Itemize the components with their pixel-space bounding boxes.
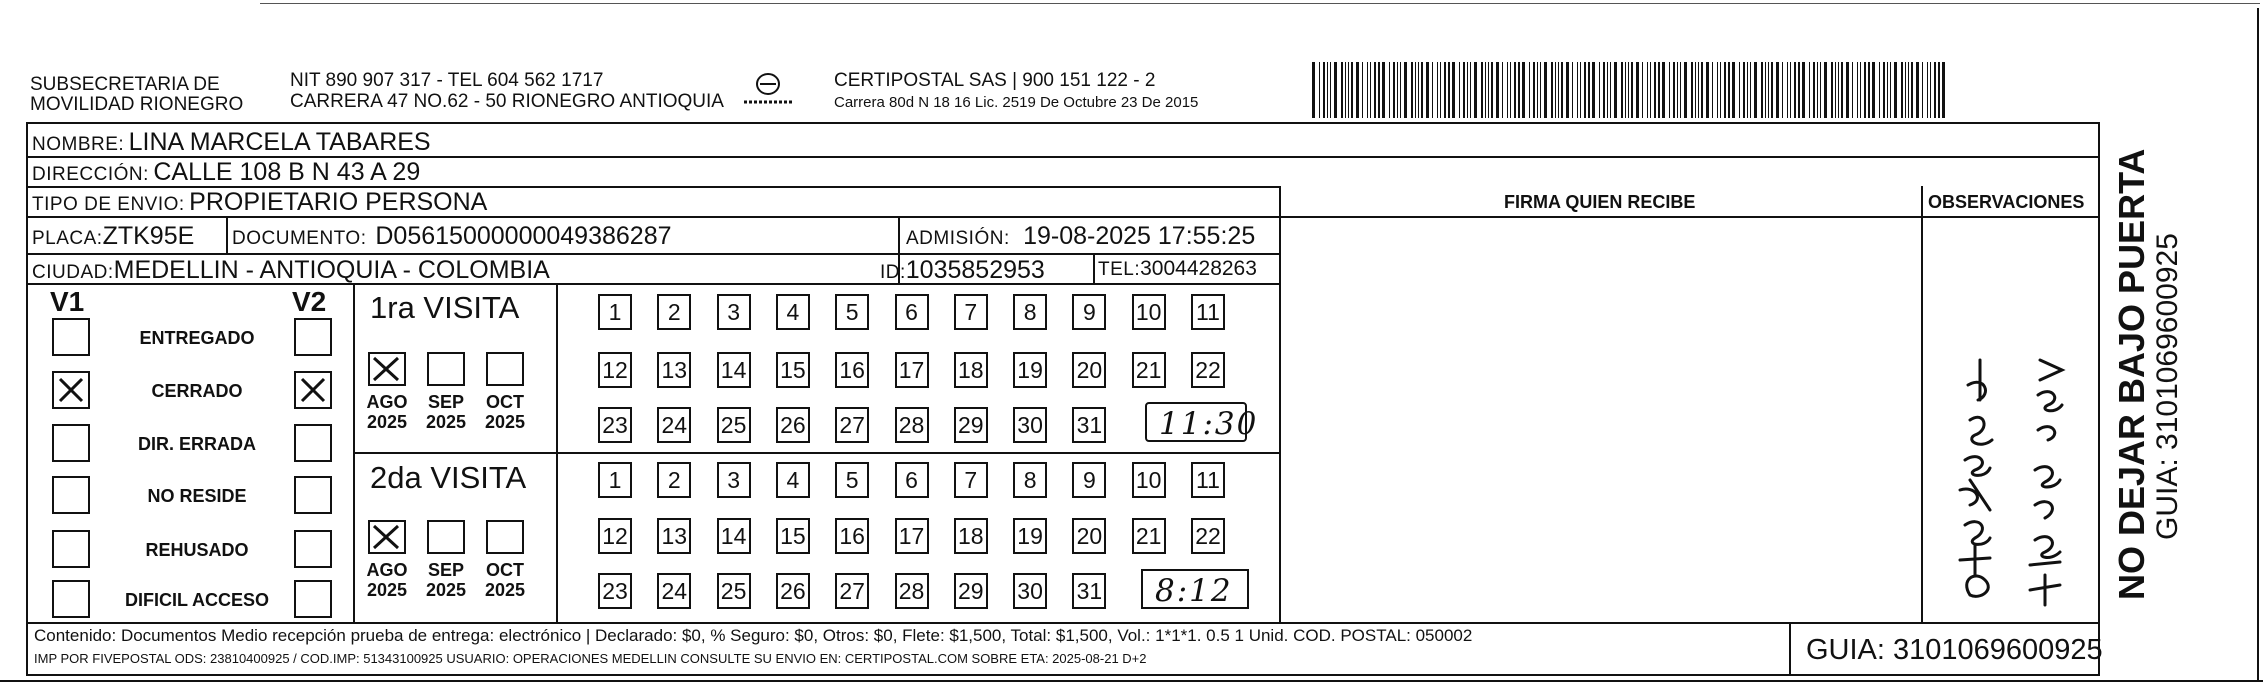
courier-line2: Carrera 80d N 18 16 Lic. 2519 De Octubre 23 De 2015 [834,94,1199,111]
footer-content-line: Contenido: Documentos Medio recepción prueba de entrega: electrónico | Declarado: $0, % Seguro: $0, Otros: $0, Flete: $1,500, Total: $1,500, Vol.: 1*1*1. 0.5 1 Unid. COD. POSTAL: 050002 [34,626,1473,645]
second-visit-day-box[interactable]: 13 [657,518,691,554]
first-visit-day-box[interactable]: 1 [598,294,632,330]
second-visit-day-box[interactable]: 14 [717,518,751,554]
first-visit-month-checkbox[interactable] [368,352,406,386]
second-visit-day-box[interactable]: 28 [895,573,929,609]
v2-checkbox[interactable] [294,424,332,462]
first-visit-day-box[interactable]: 8 [1013,294,1047,330]
v1-checkbox[interactable] [52,476,90,514]
second-visit-day-box[interactable]: 9 [1072,462,1106,498]
first-visit-day-box[interactable]: 16 [835,352,869,388]
second-visit-day-box[interactable]: 2 [657,462,691,498]
status-label: DIR. ERRADA [137,434,256,454]
first-visit-day-box[interactable]: 14 [717,352,751,388]
tipo-envio-label: TIPO DE ENVIO: [32,194,185,215]
second-visit-day-box[interactable]: 8 [1013,462,1047,498]
first-visit-day-box[interactable]: 10 [1132,294,1166,330]
first-visit-time-box [1145,402,1259,442]
first-visit-day-box[interactable]: 4 [776,294,810,330]
side-warning [2112,149,2184,600]
second-visit-day-box[interactable]: 30 [1013,573,1047,609]
nombre-label: NOMBRE: [32,134,125,155]
first-visit-day-box[interactable]: 2 [657,294,691,330]
second-visit-day-box[interactable]: 31 [1072,573,1106,609]
tel-value: 3004428263 [1140,257,1257,280]
admision-value: 19-08-2025 17:55:25 [1023,222,1256,250]
nombre-value: LINA MARCELA TABARES [128,128,431,156]
first-visit-day-box[interactable]: 7 [954,294,988,330]
second-visit-time-box [1141,569,1249,609]
first-visit-month-checkbox[interactable] [486,352,524,386]
first-visit-day-box[interactable]: 6 [895,294,929,330]
second-visit-day-box[interactable]: 1 [598,462,632,498]
second-visit-day-box[interactable]: 27 [835,573,869,609]
first-visit-day-box[interactable]: 25 [717,407,751,443]
second-visit-day-box[interactable]: 17 [895,518,929,554]
second-visit-month-checkbox[interactable] [427,520,465,554]
second-visit-day-box[interactable]: 16 [835,518,869,554]
first-visit-day-box[interactable]: 27 [835,407,869,443]
second-visit-day-box[interactable]: 12 [598,518,632,554]
first-visit-day-box[interactable]: 23 [598,407,632,443]
second-visit-day-box[interactable]: 26 [776,573,810,609]
footer-imp-line: IMP POR FIVEPOSTAL ODS: 23810400925 / COD.IMP: 51343100925 USUARIO: OPERACIONES MEDELLIN CONSULTE SU ENVIO EN: CERTIPOSTAL.COM SOBRE ETA: 2025-08-21 D+2 [34,651,1147,666]
direccion-value: CALLE 108 B N 43 A 29 [153,158,421,186]
status-label: CERRADO [151,381,243,401]
documento-label: DOCUMENTO: [232,228,367,249]
second-visit-day-box[interactable]: 4 [776,462,810,498]
placa-value: ZTK95E [102,222,195,250]
firma-header: FIRMA QUIEN RECIBE [1504,192,1696,212]
documento-value: D05615000000049386287 [375,222,672,250]
v1-checkbox[interactable] [52,318,90,356]
v2-checkbox[interactable] [294,318,332,356]
first-visit-day-box[interactable]: 5 [835,294,869,330]
second-visit-day-box[interactable]: 15 [776,518,810,554]
v2-checkbox[interactable] [294,476,332,514]
address-line: CARRERA 47 NO.62 - 50 RIONEGRO ANTIOQUIA [290,91,724,112]
first-visit-day-box[interactable]: 9 [1072,294,1106,330]
id-value: 1035852953 [905,256,1045,284]
second-visit-day-box[interactable]: 22 [1191,518,1225,554]
col-line [1279,186,1281,622]
second-visit-time: 8:12 [1155,573,1233,609]
ciudad-value: MEDELLIN - ANTIOQUIA - COLOMBIA [113,256,550,284]
second-visit-day-box[interactable]: 24 [657,573,691,609]
second-visit-month-label: OCT 2025 [484,560,526,600]
first-visit-day-box[interactable]: 21 [1132,352,1166,388]
status-label: NO RESIDE [147,486,247,506]
row-line [353,452,1280,454]
col-line [2098,186,2100,622]
right-edge [2257,8,2259,680]
col-line [1789,622,1791,676]
second-visit-month-checkbox[interactable] [368,520,406,554]
v1-checkbox[interactable] [52,530,90,568]
nit-line: NIT 890 907 317 - TEL 604 562 1717 [290,70,604,91]
v2-checkbox[interactable] [294,371,332,409]
col-line [1093,253,1095,283]
first-visit-month-label: OCT 2025 [484,392,526,432]
second-visit-day-box[interactable]: 6 [895,462,929,498]
ciudad-label: CIUDAD: [32,262,114,283]
first-visit-day-box[interactable]: 17 [895,352,929,388]
second-visit-day-box[interactable]: 18 [954,518,988,554]
certipostal-logo-icon [740,70,796,110]
placa-label: PLACA: [32,228,103,249]
col-line [1921,186,1923,622]
side-guia: GUIA: 3101069600925 [2151,233,2184,540]
first-visit-day-box[interactable]: 26 [776,407,810,443]
first-visit-day-box[interactable]: 19 [1013,352,1047,388]
v1-checkbox[interactable] [52,371,90,409]
id-label: ID: [880,262,906,283]
tipo-envio-value: PROPIETARIO PERSONA [189,188,488,216]
courier-line1: CERTIPOSTAL SAS | 900 151 122 - 2 [834,70,1156,91]
second-visit-day-box[interactable]: 25 [717,573,751,609]
v1-checkbox[interactable] [52,580,90,618]
observaciones-header: OBSERVACIONES [1928,192,2085,212]
org-name-line2: MOVILIDAD RIONEGRO [30,94,244,115]
col-line [556,283,558,622]
v1-label: V1 [50,286,85,317]
first-visit-day-box[interactable]: 13 [657,352,691,388]
status-label: DIFICIL ACCESO [124,590,269,610]
second-visit-label: 2da VISITA [370,460,527,495]
second-visit-month-label: SEP 2025 [425,560,467,600]
second-visit-day-box[interactable]: 7 [954,462,988,498]
direccion-label: DIRECCIÓN: [32,164,149,185]
first-visit-day-box[interactable]: 30 [1013,407,1047,443]
second-visit-day-box[interactable]: 29 [954,573,988,609]
row-line [26,253,1280,255]
first-visit-day-box[interactable]: 24 [657,407,691,443]
first-visit-day-box[interactable]: 11 [1191,294,1225,330]
first-visit-day-box[interactable]: 12 [598,352,632,388]
first-visit-day-box[interactable]: 3 [717,294,751,330]
second-visit-day-box[interactable]: 10 [1132,462,1166,498]
first-visit-day-box[interactable]: 22 [1191,352,1225,388]
first-visit-day-box[interactable]: 18 [954,352,988,388]
observations-handwriting [1930,290,2090,610]
top-edge [260,3,2260,4]
second-visit-day-box[interactable]: 20 [1072,518,1106,554]
col-line [353,283,355,622]
first-visit-day-box[interactable]: 28 [895,407,929,443]
org-name-line1: SUBSECRETARIA DE [30,74,220,95]
footer-guia: GUIA: 3101069600925 [1806,634,2103,666]
first-visit-day-box[interactable]: 31 [1072,407,1106,443]
v2-label: V2 [292,286,327,317]
admision-label: ADMISIÓN: [906,228,1010,249]
second-visit-day-box[interactable]: 3 [717,462,751,498]
tel-label: TEL: [1098,259,1141,280]
v2-checkbox[interactable] [294,580,332,618]
first-visit-month-label: AGO 2025 [366,392,408,432]
first-visit-day-box[interactable]: 15 [776,352,810,388]
no-dejar-bajo-puerta: NO DEJAR BAJO PUERTA [2111,148,2152,600]
status-label: REHUSADO [145,540,249,560]
second-visit-day-box[interactable]: 19 [1013,518,1047,554]
second-visit-month-label: AGO 2025 [366,560,408,600]
bottom-edge [0,680,2263,682]
first-visit-day-box[interactable]: 29 [954,407,988,443]
second-visit-day-box[interactable]: 11 [1191,462,1225,498]
barcode [1312,62,1952,118]
v1-checkbox[interactable] [52,424,90,462]
col-line [226,216,228,253]
first-visit-month-label: SEP 2025 [425,392,467,432]
second-visit-month-checkbox[interactable] [486,520,524,554]
first-visit-label: 1ra VISITA [370,290,520,325]
second-visit-day-box[interactable]: 5 [835,462,869,498]
first-visit-time: 11:30 [1159,406,1259,442]
first-visit-day-box[interactable]: 20 [1072,352,1106,388]
second-visit-day-box[interactable]: 21 [1132,518,1166,554]
v2-checkbox[interactable] [294,530,332,568]
second-visit-day-box[interactable]: 23 [598,573,632,609]
first-visit-month-checkbox[interactable] [427,352,465,386]
status-label: ENTREGADO [139,328,255,348]
